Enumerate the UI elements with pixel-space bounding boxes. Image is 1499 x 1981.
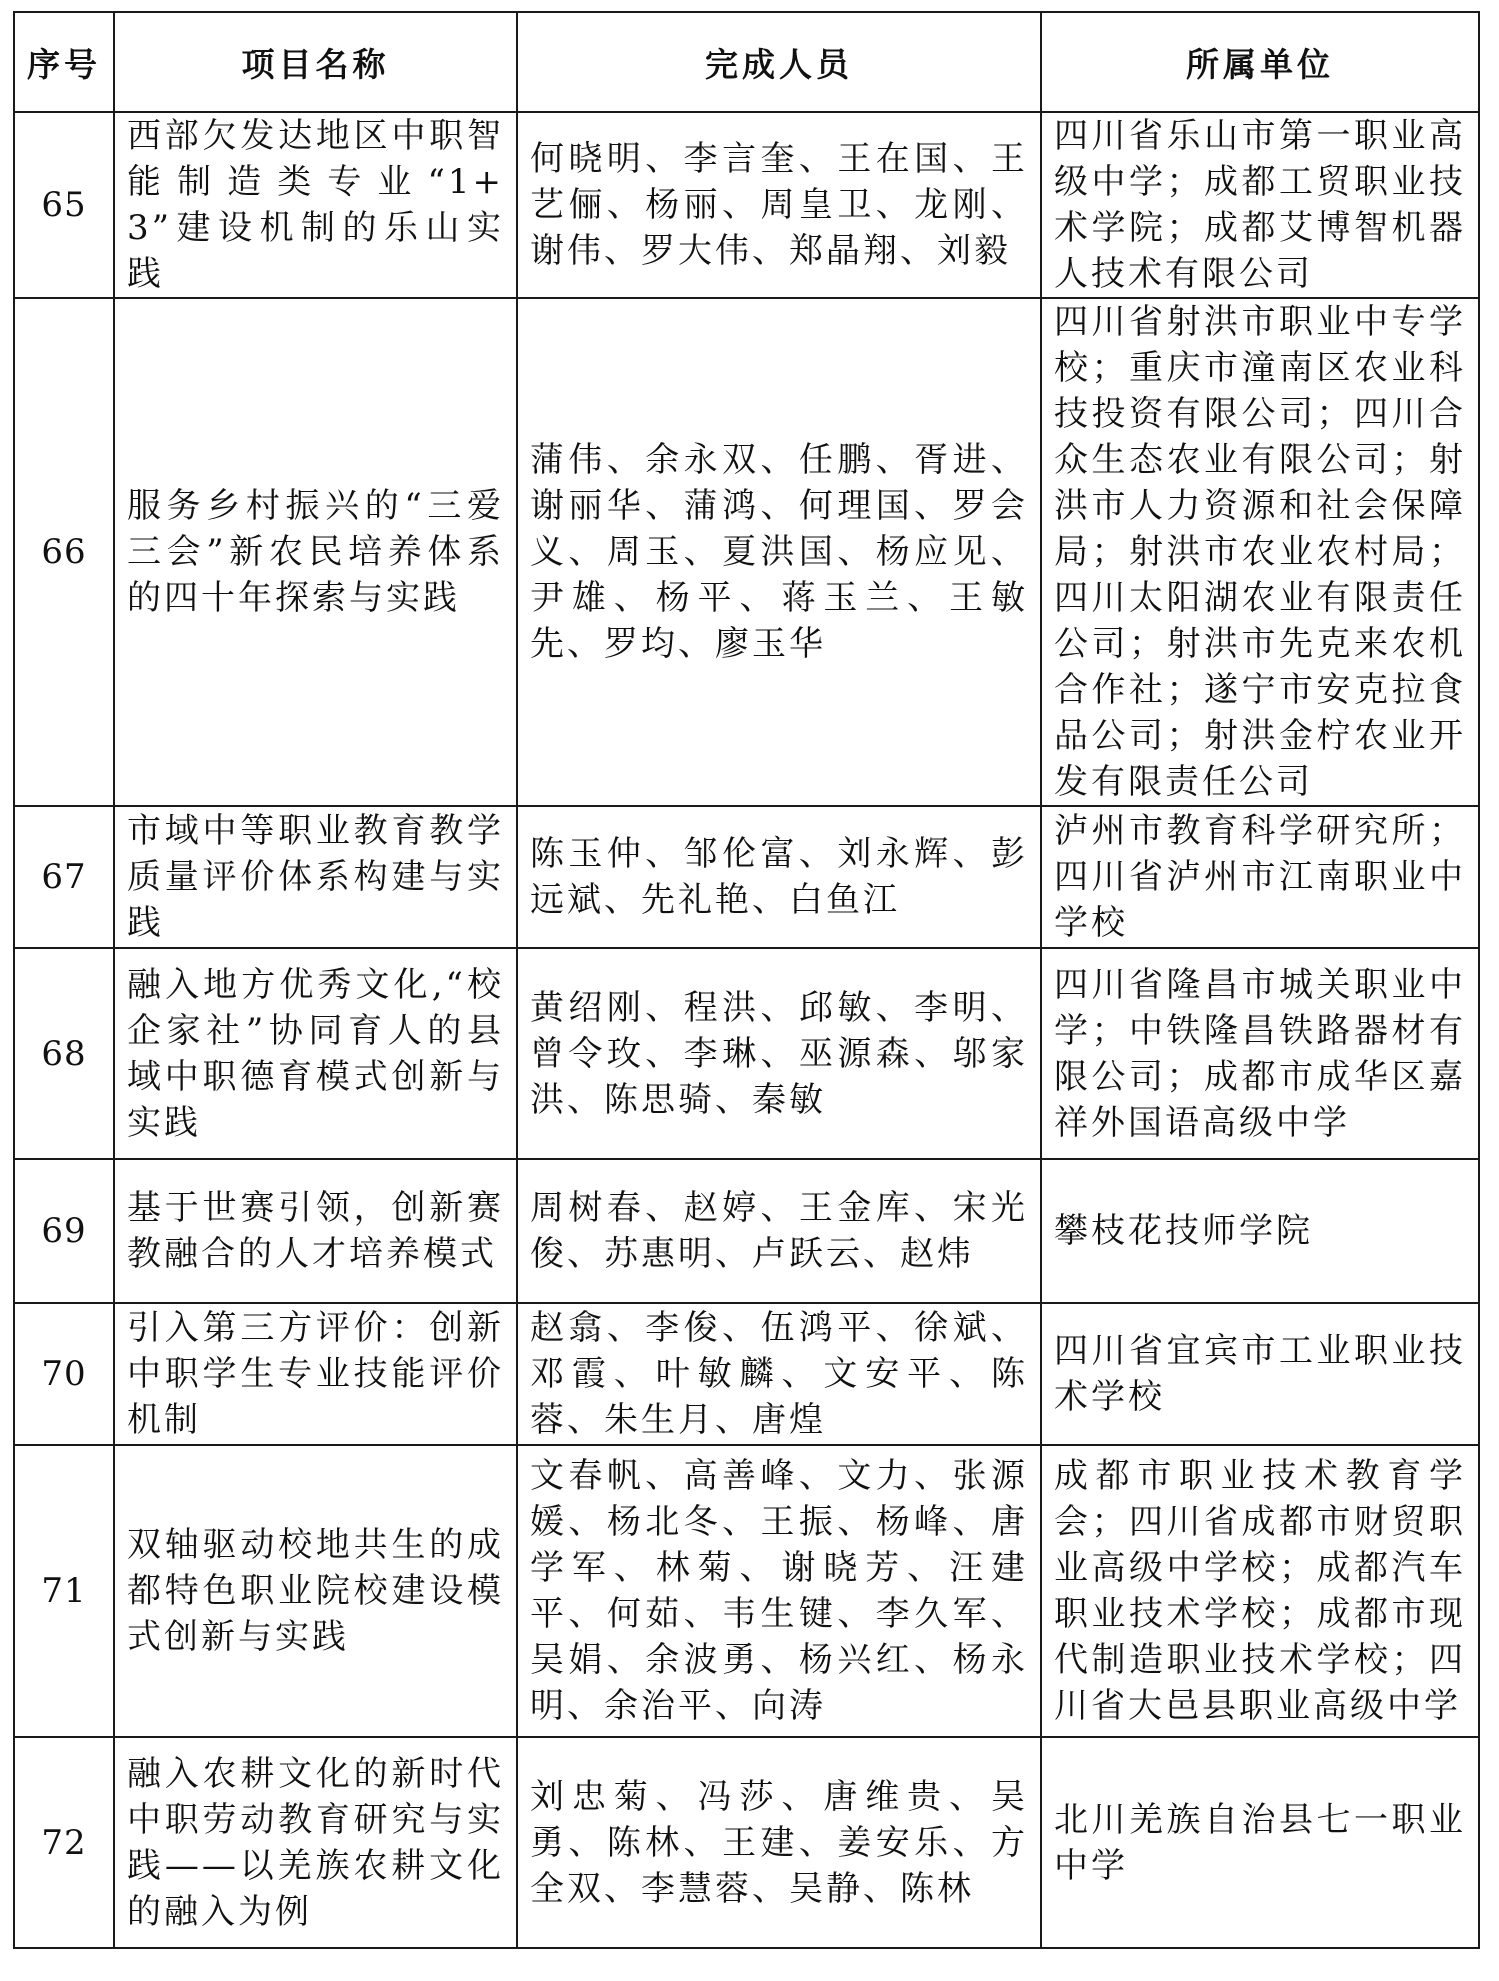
row-no: 67 <box>14 806 114 948</box>
table-row <box>14 1445 1479 1737</box>
row-members: 刘忠菊、冯莎、唐维贵、吴勇、陈林、王建、姜安乐、方全双、李慧蓉、吴静、陈林 <box>517 1737 1041 1948</box>
row-members: 周树春、赵婷、王金库、宋光俊、苏惠明、卢跃云、赵炜 <box>517 1159 1041 1303</box>
row-no: 65 <box>14 112 114 298</box>
row-members: 蒲伟、余永双、任鹏、胥进、谢丽华、蒲鸿、何理国、罗会义、周玉、夏洪国、杨应见、尹雄、杨平、蒋玉兰、王敏先、罗均、廖玉华 <box>517 298 1041 806</box>
row-unit: 成都市职业技术教育学会；四川省成都市财贸职业高级中学校；成都汽车职业技术学校；成都市现代制造职业技术学校；四川省大邑县职业高级中学 <box>1041 1445 1479 1737</box>
table-row <box>14 112 1479 298</box>
header-members: 完成人员 <box>517 12 1041 112</box>
row-members: 何晓明、李言奎、王在国、王艺俪、杨丽、周皇卫、龙刚、谢伟、罗大伟、郑晶翔、刘毅 <box>517 112 1041 298</box>
row-members: 陈玉仲、邹伦富、刘永辉、彭远斌、先礼艳、白鱼江 <box>517 806 1041 948</box>
header-row <box>14 12 1479 112</box>
row-unit: 北川羌族自治县七一职业中学 <box>1041 1737 1479 1948</box>
row-no: 66 <box>14 298 114 806</box>
row-project-name: 基于世赛引领，创新赛教融合的人才培养模式 <box>114 1159 517 1303</box>
row-project-name: 西部欠发达地区中职智能制造类专业“1+3”建设机制的乐山实践 <box>114 112 517 298</box>
row-unit: 四川省隆昌市城关职业中学；中铁隆昌铁路器材有限公司；成都市成华区嘉祥外国语高级中学 <box>1041 948 1479 1159</box>
row-members: 文春帆、高善峰、文力、张源媛、杨北冬、王振、杨峰、唐学军、林菊、谢晓芳、汪建平、何茹、韦生键、李久军、吴娟、余波勇、杨兴红、杨永明、余治平、向涛 <box>517 1445 1041 1737</box>
row-project-name: 融入地方优秀文化,“校企家社”协同育人的县域中职德育模式创新与实践 <box>114 948 517 1159</box>
table-row <box>14 806 1479 948</box>
row-no: 69 <box>14 1159 114 1303</box>
row-members: 黄绍刚、程洪、邱敏、李明、曾令玫、李琳、巫源森、邬家洪、陈思骑、秦敏 <box>517 948 1041 1159</box>
row-project-name: 引入第三方评价：创新中职学生专业技能评价机制 <box>114 1303 517 1445</box>
table-row <box>14 948 1479 1159</box>
row-no: 71 <box>14 1445 114 1737</box>
row-project-name: 市域中等职业教育教学质量评价体系构建与实践 <box>114 806 517 948</box>
table-row <box>14 1303 1479 1445</box>
table-row <box>14 1737 1479 1948</box>
row-unit: 四川省射洪市职业中专学校；重庆市潼南区农业科技投资有限公司；四川合众生态农业有限公司；射洪市人力资源和社会保障局；射洪市农业农村局；四川太阳湖农业有限责任公司；射洪市先克来农机合作社；遂宁市安克拉食品公司；射洪金柠农业开发有限责任公司 <box>1041 298 1479 806</box>
row-no: 68 <box>14 948 114 1159</box>
row-members: 赵翕、李俊、伍鸿平、徐斌、邓霞、叶敏麟、文安平、陈蓉、朱生月、唐煌 <box>517 1303 1041 1445</box>
row-no: 70 <box>14 1303 114 1445</box>
header-project-name: 项目名称 <box>114 12 517 112</box>
table-row <box>14 1159 1479 1303</box>
table-row <box>14 298 1479 806</box>
row-project-name: 服务乡村振兴的“三爱三会”新农民培养体系的四十年探索与实践 <box>114 298 517 806</box>
award-table <box>13 11 1480 1949</box>
row-project-name: 融入农耕文化的新时代中职劳动教育研究与实践——以羌族农耕文化的融入为例 <box>114 1737 517 1948</box>
row-unit: 泸州市教育科学研究所；四川省泸州市江南职业中学校 <box>1041 806 1479 948</box>
row-no: 72 <box>14 1737 114 1948</box>
header-unit: 所属单位 <box>1041 12 1479 112</box>
row-unit: 四川省乐山市第一职业高级中学；成都工贸职业技术学院；成都艾博智机器人技术有限公司 <box>1041 112 1479 298</box>
row-unit: 攀枝花技师学院 <box>1041 1159 1479 1303</box>
header-no: 序号 <box>14 12 114 112</box>
row-project-name: 双轴驱动校地共生的成都特色职业院校建设模式创新与实践 <box>114 1445 517 1737</box>
row-unit: 四川省宜宾市工业职业技术学校 <box>1041 1303 1479 1445</box>
